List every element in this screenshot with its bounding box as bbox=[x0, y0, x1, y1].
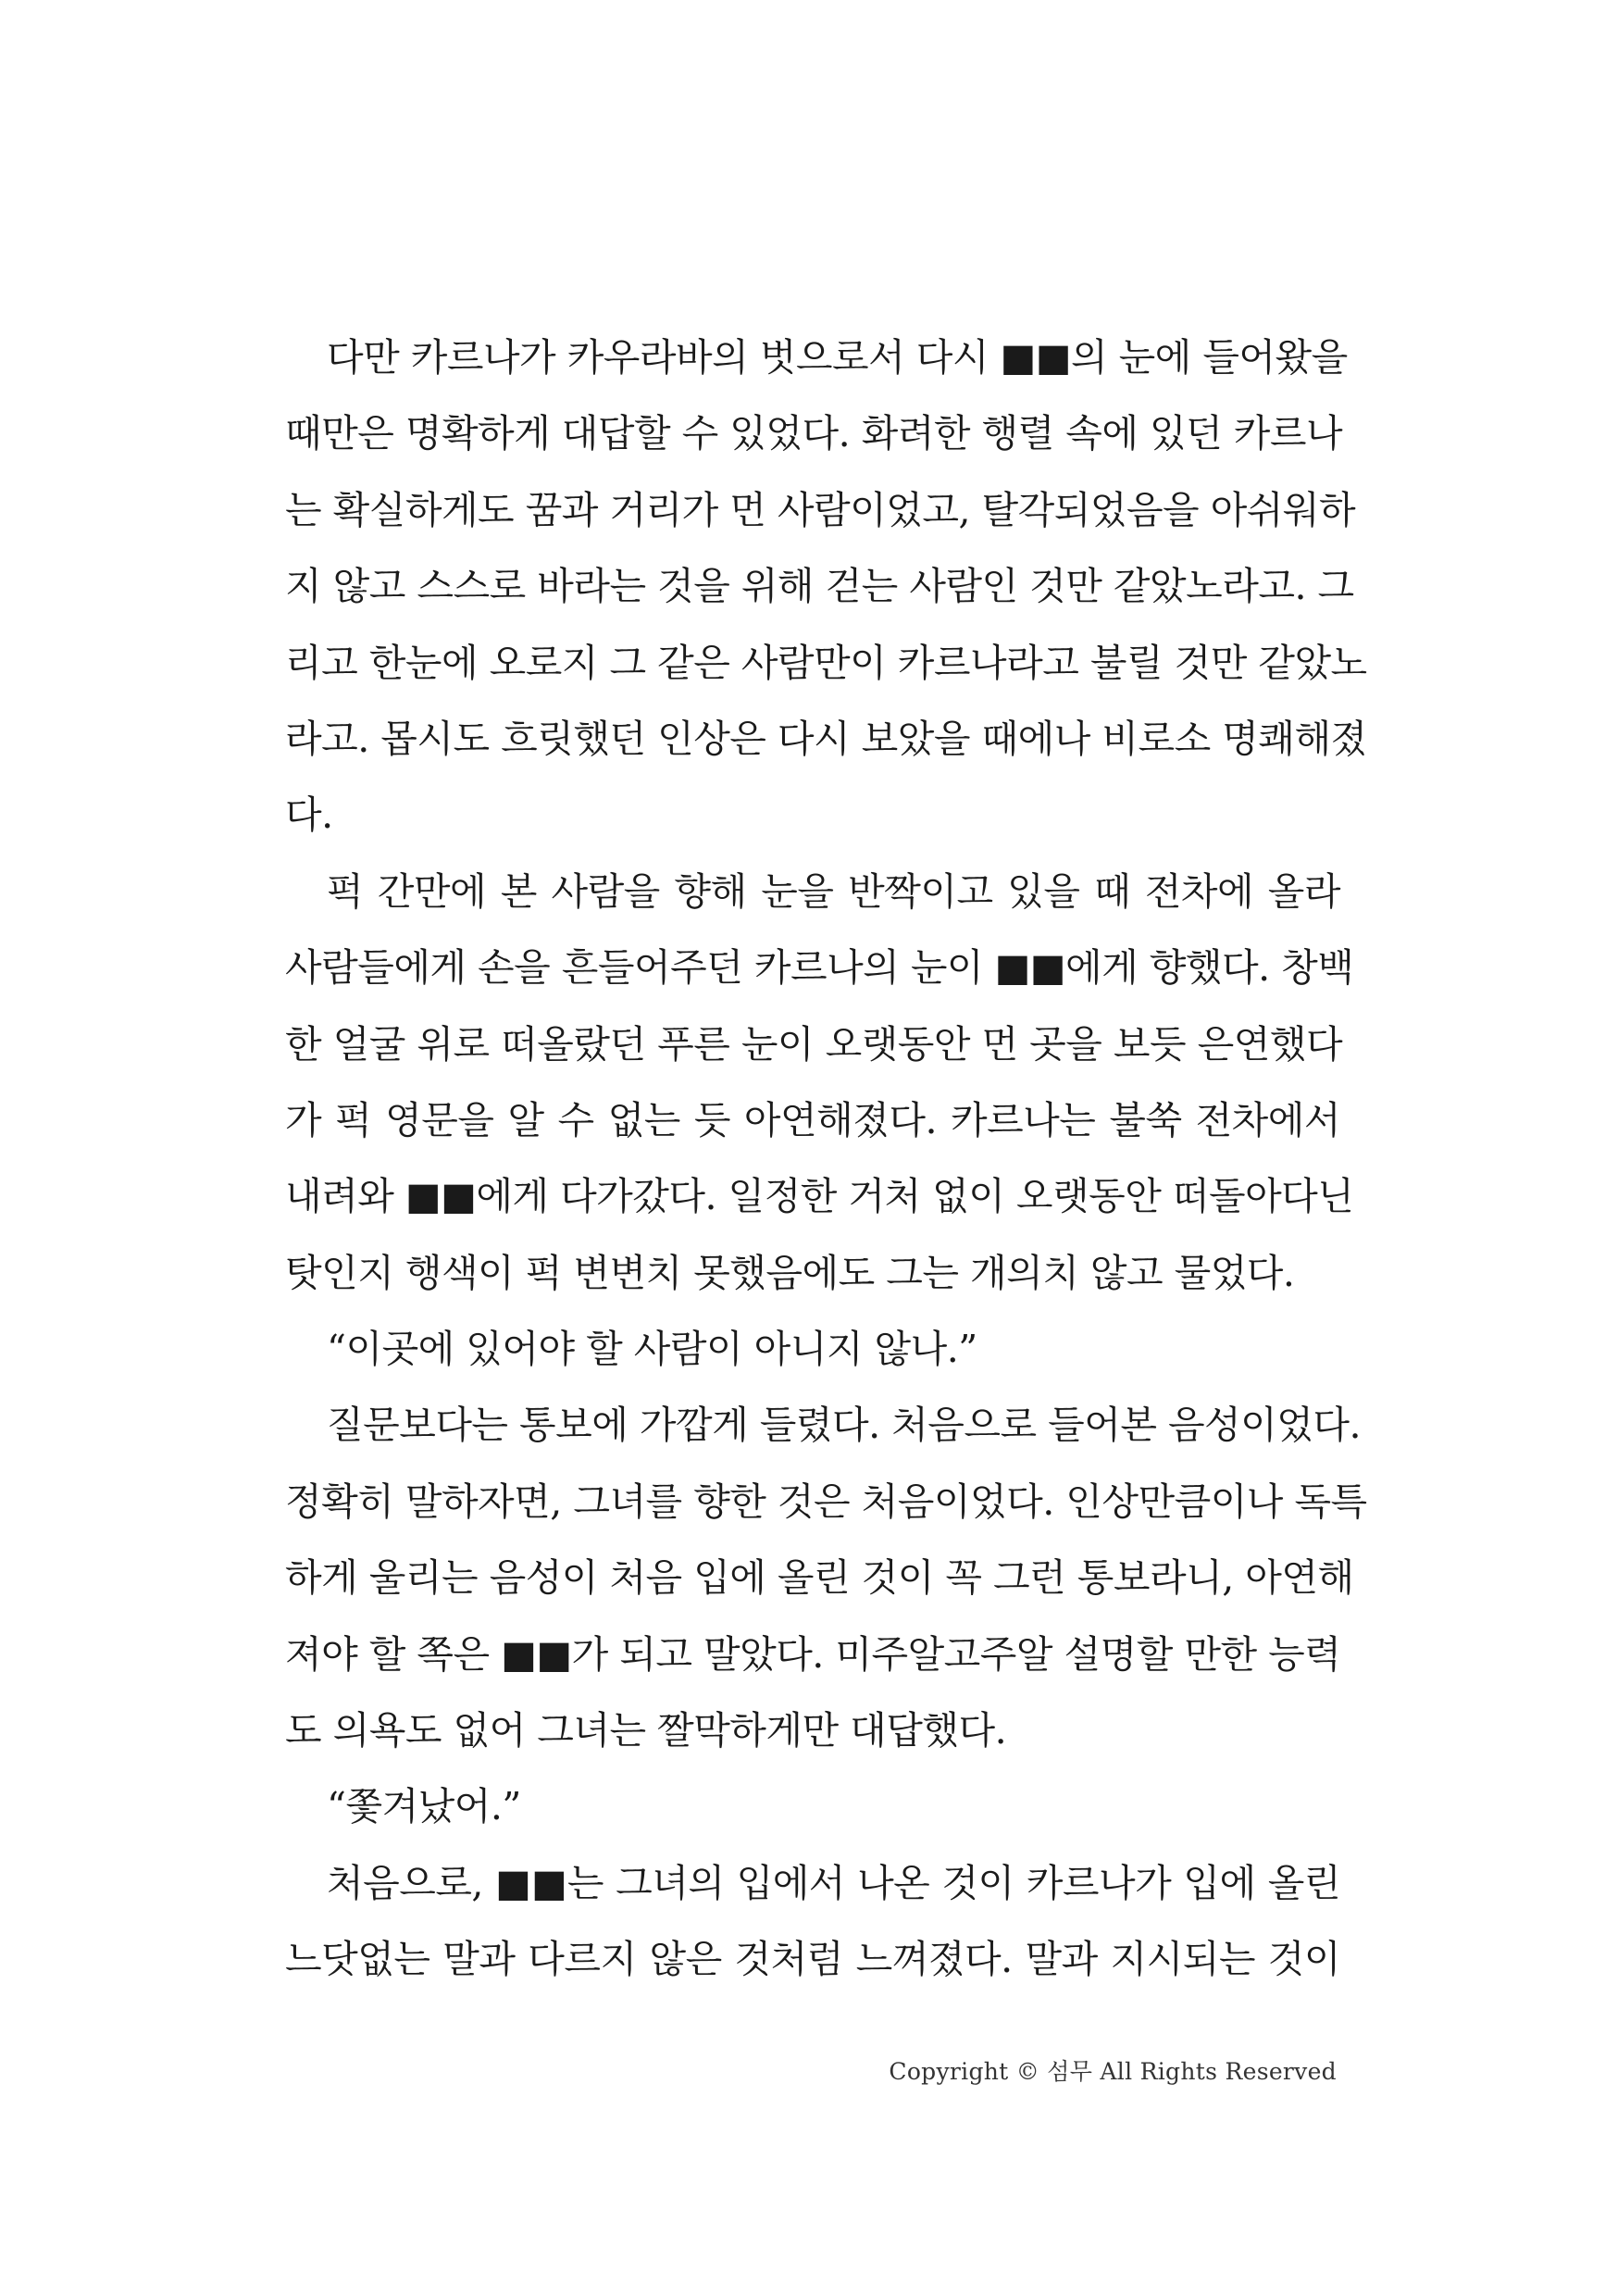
text-line: 하게 울리는 음성이 처음 입에 올린 것이 꼭 그런 통보라니, 아연해 bbox=[285, 1555, 1354, 1601]
text-line: 가 퍽 영문을 알 수 없는 듯 아연해졌다. 카르나는 불쑥 전차에서 bbox=[285, 1097, 1340, 1142]
text-line: 리고 한눈에 오로지 그 같은 사람만이 카르나라고 불릴 것만 같았노 bbox=[285, 640, 1367, 685]
text-line: 느닷없는 말과 다르지 않은 것처럼 느껴졌다. 말과 지시되는 것이 bbox=[285, 1937, 1340, 1982]
text-line: 도 의욕도 없어 그녀는 짤막하게만 대답했다. bbox=[285, 1708, 1007, 1753]
text-line: 때만은 명확하게 대답할 수 있었다. 화려한 행렬 속에 있던 카르나 bbox=[285, 411, 1343, 456]
dialogue-line: “쫓겨났어.” bbox=[327, 1784, 521, 1829]
copyright-notice: Copyright © 섬무 All Rights Reserved bbox=[889, 2058, 1337, 2085]
text-line: 사람들에게 손을 흔들어주던 카르나의 눈이 ■■에게 향했다. 창백 bbox=[285, 945, 1354, 991]
text-line: 내려와 ■■에게 다가갔다. 일정한 거처 없이 오랫동안 떠돌아다닌 bbox=[285, 1174, 1354, 1219]
text-line: 라고. 몹시도 흐릿했던 인상은 다시 보았을 때에나 비로소 명쾌해졌 bbox=[285, 716, 1367, 761]
text-line: 다. bbox=[285, 792, 333, 838]
text-line: 한 얼굴 위로 떠올랐던 푸른 눈이 오랫동안 먼 곳을 보듯 은연했다 bbox=[285, 1021, 1343, 1067]
text-line: 처음으로, ■■는 그녀의 입에서 나온 것이 카르나가 입에 올린 bbox=[327, 1860, 1340, 1905]
text-line: 는 확실하게도 꿈과 거리가 먼 사람이었고, 탈각되었음을 아쉬워하 bbox=[285, 487, 1356, 532]
text-line: 정확히 말하자면, 그녀를 향한 것은 처음이었다. 인상만큼이나 독특 bbox=[285, 1479, 1367, 1524]
dialogue-line: “이곳에 있어야 할 사람이 아니지 않나.” bbox=[327, 1327, 977, 1372]
text-line: 져야 할 쪽은 ■■가 되고 말았다. 미주알고주알 설명할 만한 능력 bbox=[285, 1631, 1341, 1677]
text-line: 퍽 간만에 본 사람을 향해 눈을 반짝이고 있을 때 전차에 올라 bbox=[327, 868, 1340, 914]
body-text bbox=[285, 319, 1367, 1998]
text-line: 탓인지 행색이 퍽 변변치 못했음에도 그는 개의치 않고 물었다. bbox=[285, 1250, 1295, 1295]
text-line: 지 않고 스스로 바라는 것을 위해 걷는 사람인 것만 같았노라고. 그 bbox=[285, 564, 1354, 609]
text-line: 다만 카르나가 카우라바의 벗으로서 다시 ■■의 눈에 들어왔을 bbox=[327, 335, 1348, 380]
text-line: 질문보다는 통보에 가깝게 들렸다. 처음으로 들어본 음성이었다. bbox=[327, 1403, 1362, 1448]
